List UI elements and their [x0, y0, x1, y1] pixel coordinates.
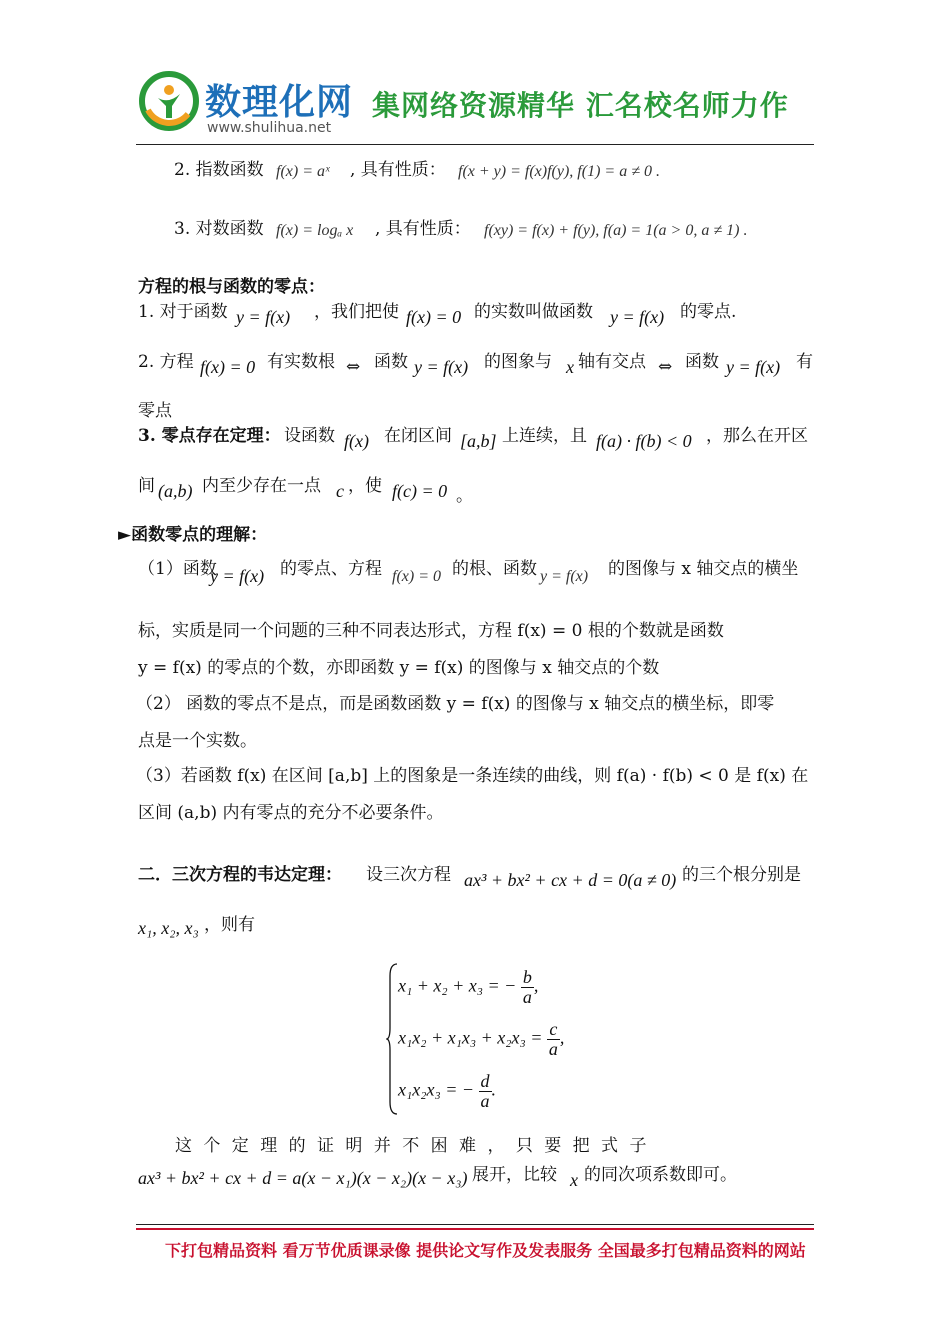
p2-text-f: 函数 — [685, 352, 719, 372]
p2-formula-3: y = f(x) — [726, 357, 781, 377]
p3-text-b: 在闭区间 — [384, 426, 452, 446]
site-url[interactable]: www.shulihua.net — [207, 120, 332, 136]
equivalence-arrow: ⇔ — [658, 357, 673, 377]
log-mid: , 具有性质： — [375, 219, 471, 239]
log-prefix: 3. 对数函数 — [174, 219, 264, 239]
understanding-heading: ►函数零点的理解： — [118, 525, 268, 545]
exp-prefix: 2. 指数函数 — [174, 160, 264, 180]
p2-text-h: 零点 — [138, 401, 172, 421]
p1-text-d: 的零点. — [680, 302, 737, 322]
p3-formula-6: f(c) = 0 — [392, 481, 448, 501]
u1-line-2: 标，实质是同一个问题的三种不同表达形式，方程 f(x) = 0 根的个数就是函数 — [138, 621, 724, 641]
p3-formula-5: c — [336, 481, 344, 501]
site-slogan: 集网络资源精华 汇名校名师力作 — [372, 89, 789, 122]
vieta-eq-2-end: , — [559, 1027, 565, 1048]
vieta-eq-3-fraction — [479, 1072, 492, 1111]
p2-text-g: 有 — [796, 352, 813, 372]
p2-text-c: 函数 — [374, 352, 408, 372]
footer-divider — [136, 1224, 814, 1225]
vieta-eq-2-den: a — [548, 1038, 558, 1059]
proof-text-b: 展开，比较 — [472, 1165, 557, 1185]
u1-text-b: 的零点、方程 — [280, 559, 382, 579]
p3-text-d: ，那么在开区 — [706, 426, 808, 446]
p1-text-c: 的实数叫做函数 — [474, 302, 593, 322]
exp-func: f(x) = aˣ — [276, 163, 330, 180]
p2-text-a: 2. 方程 — [138, 352, 194, 372]
cubic-heading: 二．三次方程的韦达定理： — [138, 865, 342, 885]
proof-line-1: 这 个 定 理 的 证 明 并 不 困 难 ， 只 要 把 式 子 — [175, 1136, 647, 1156]
footer-banner[interactable]: 下打包精品资料 看万节优质课录像 提供论文写作及发表服务 全国最多打包精品资料的网站 — [165, 1241, 806, 1260]
p3-text-a: 设函数 — [284, 426, 335, 446]
p3-text-c: 上连续，且 — [502, 426, 587, 446]
vieta-eq-1-lhs: x₁ + x₂ + x₃ = − — [398, 975, 517, 996]
p3-formula-4: (a,b) — [158, 481, 193, 501]
cubic-text-a: 设三次方程 — [366, 865, 451, 885]
vieta-eq-1-fraction — [521, 968, 534, 1007]
cubic-text-c: ，则有 — [204, 915, 255, 935]
vieta-eq-2-num: c — [547, 1020, 560, 1040]
p1-formula-2: f(x) = 0 — [406, 307, 462, 327]
cubic-equation: ax³ + bx² + cx + d = 0(a ≠ 0) — [464, 870, 677, 890]
vieta-eq-3-den: a — [480, 1090, 490, 1111]
left-brace-icon — [386, 962, 398, 1116]
proof-text-c: 的同次项系数即可。 — [584, 1165, 737, 1185]
p3-formula-3: f(a) · f(b) < 0 — [596, 431, 692, 451]
cubic-roots: x₁, x₂, x₃ — [138, 918, 199, 938]
u1-formula-3: y = f(x) — [540, 568, 589, 585]
proof-x: x — [570, 1170, 578, 1190]
vieta-eq-3 — [398, 1072, 496, 1111]
proof-equation: ax³ + bx² + cx + d = a(x − x₁)(x − x₂)(x − x₃) — [138, 1168, 468, 1188]
p3-text-h: 。 — [456, 486, 473, 506]
vieta-eq-3-end: . — [491, 1079, 497, 1100]
p1-text-a: 1. 对于函数 — [138, 302, 228, 322]
u1-text-d: 的图像与 x 轴交点的横坐 — [608, 559, 799, 579]
p2-text-b: 有实数根 — [267, 352, 335, 372]
roots-heading: 方程的根与函数的零点： — [138, 277, 325, 297]
u1-line-3: y = f(x) 的零点的个数，亦即函数 y = f(x) 的图像与 x 轴交点的个数 — [138, 658, 660, 678]
footer-red-divider — [136, 1228, 814, 1230]
u2-line-2: 点是一个实数。 — [138, 731, 257, 751]
u1-formula-1: y = f(x) — [210, 566, 265, 586]
u1-text-a: （1）函数 — [138, 559, 217, 579]
p2-text-d: 的图象与 — [484, 352, 552, 372]
log-property: f(xy) = f(x) + f(y), f(a) = 1(a > 0, a ≠ 1) . — [484, 222, 748, 239]
p3-text-f: 内至少存在一点 — [202, 476, 321, 496]
p1-text-b: ，我们把使 — [314, 302, 399, 322]
exp-mid: , 具有性质： — [350, 160, 446, 180]
vieta-eq-1-end: , — [533, 975, 539, 996]
log-func: f(x) = logₐ x — [276, 222, 354, 239]
cubic-text-b: 的三个根分别是 — [682, 865, 801, 885]
site-name: 数理化网 — [205, 82, 354, 123]
header-divider — [136, 144, 814, 145]
u2-line-1: （2） 函数的零点不是点，而是函数函数 y = f(x) 的图像与 x 轴交点的横坐标，即零 — [136, 694, 775, 714]
vieta-eq-1-den: a — [522, 986, 532, 1007]
p3-text-g: ，使 — [348, 476, 382, 496]
u1-text-c: 的根、函数 — [452, 559, 537, 579]
u3-line-2: 区间 (a,b) 内有零点的充分不必要条件。 — [138, 803, 444, 823]
equivalence-arrow: ⇔ — [346, 357, 361, 377]
vieta-eq-1-num: b — [522, 967, 532, 987]
p1-formula-3: y = f(x) — [610, 307, 665, 327]
u1-formula-2: f(x) = 0 — [392, 568, 441, 585]
p3-text-e: 间 — [138, 476, 155, 496]
p3-label: 3. 零点存在定理： — [138, 426, 281, 446]
vieta-eq-2-lhs: x₁x₂ + x₁x₃ + x₂x₃ = — [398, 1027, 543, 1048]
p3-formula-2: [a,b] — [460, 431, 497, 451]
p2-formula-2: y = f(x) — [414, 357, 469, 377]
p2-formula-1: f(x) = 0 — [200, 357, 256, 377]
u3-line-1: （3）若函数 f(x) 在区间 [a,b] 上的图象是一条连续的曲线，则 f(a) · f(b) < 0 是 f(x) 在 — [136, 766, 809, 786]
vieta-eq-1 — [398, 968, 538, 1007]
vieta-eq-3-num: d — [480, 1071, 490, 1091]
p2-text-e: 轴有交点 — [578, 352, 646, 372]
p1-formula-1: y = f(x) — [236, 307, 291, 327]
exp-property: f(x + y) = f(x)f(y), f(1) = a ≠ 0 . — [458, 163, 660, 180]
p3-formula-1: f(x) — [344, 431, 369, 451]
p2-x: x — [566, 357, 574, 377]
vieta-eq-2 — [398, 1020, 564, 1059]
vieta-eq-3-lhs: x₁x₂x₃ = − — [398, 1079, 475, 1100]
vieta-eq-2-fraction — [547, 1020, 560, 1059]
site-logo-icon — [138, 70, 200, 132]
